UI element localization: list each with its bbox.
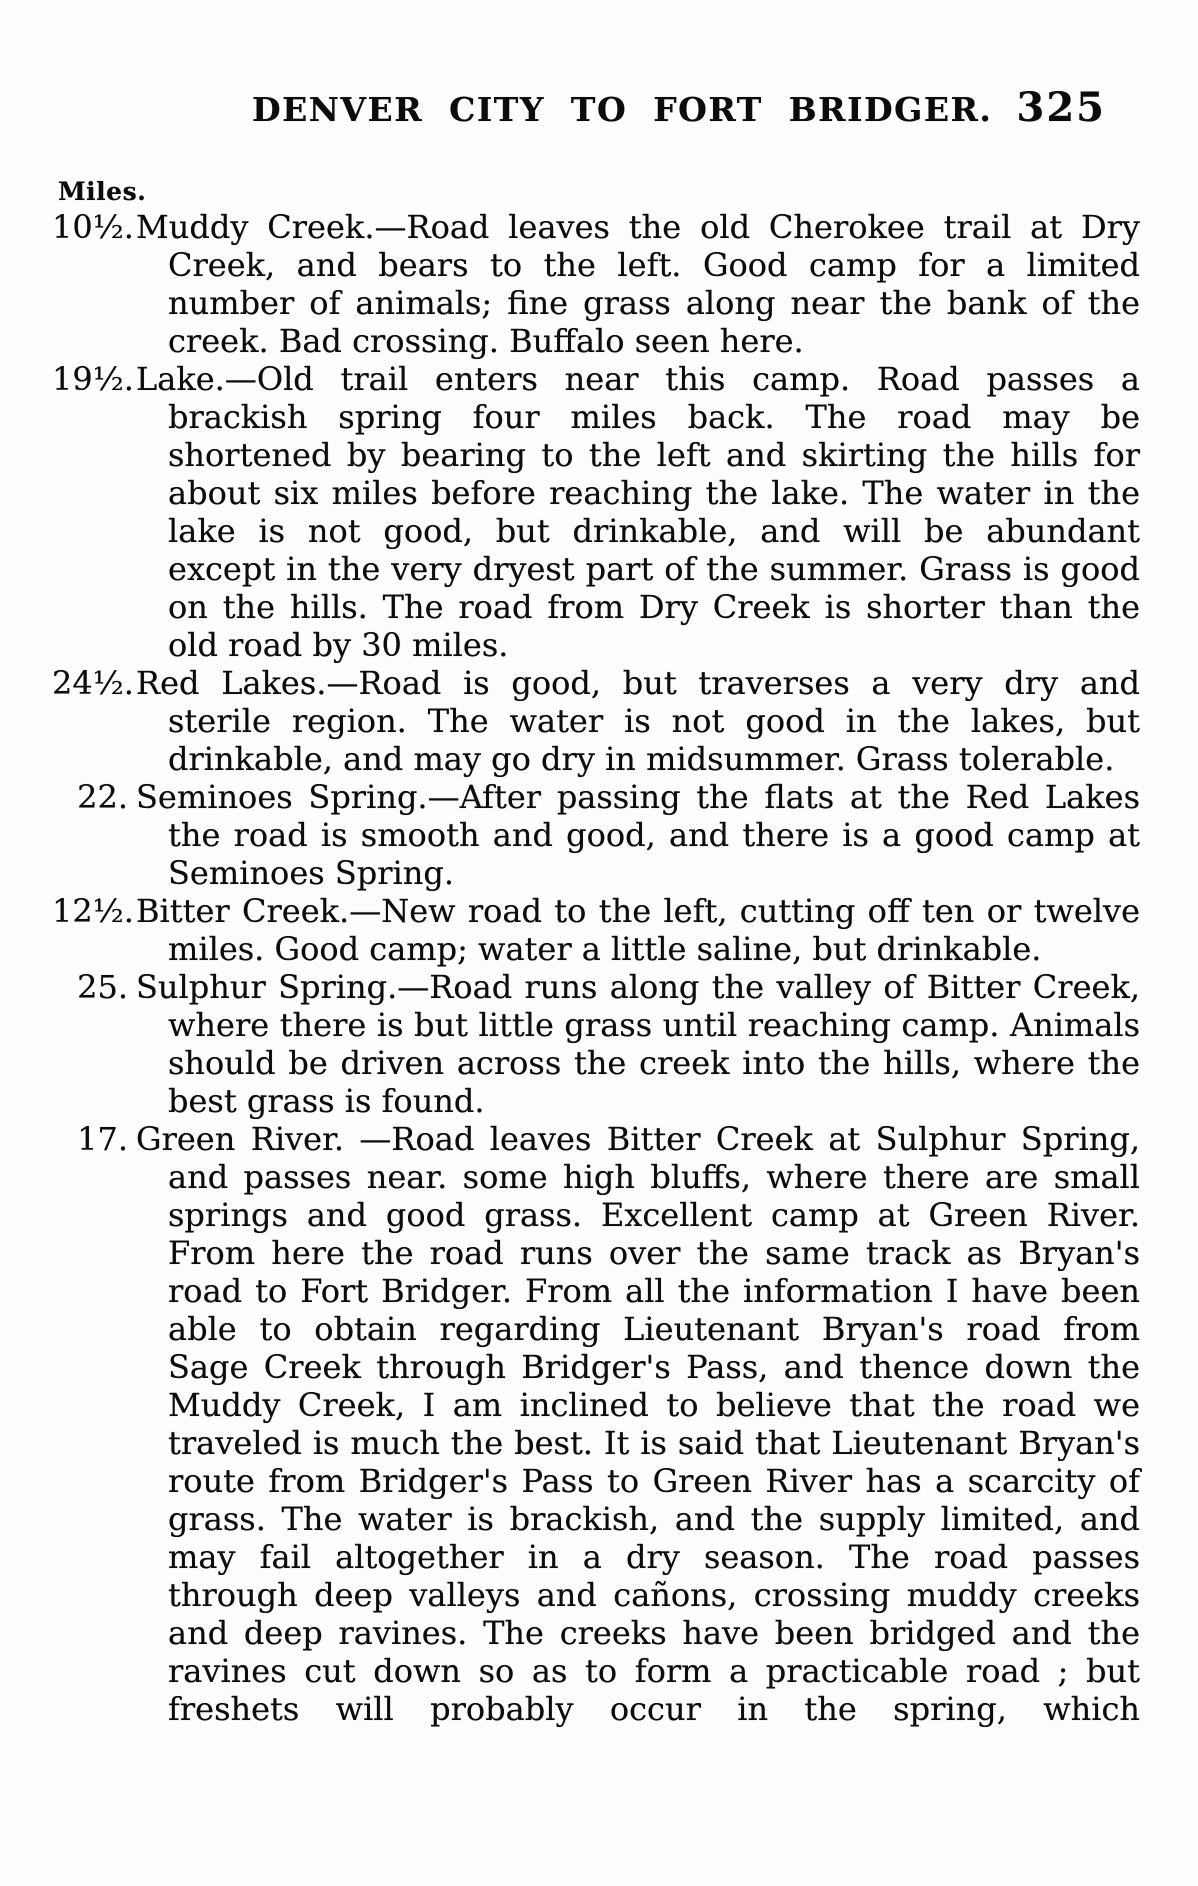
route-entry: [52, 1120, 1140, 1728]
itinerary-list: [0, 206, 1198, 1728]
entry-miles: 19½.: [52, 360, 134, 398]
entry-miles: 24½.: [52, 664, 134, 702]
entry-text: Bitter Creek.—New road to the left, cutting off ten or twelve miles. Good camp; water a little saline, but drinkable.: [136, 892, 1140, 968]
miles-column-label: Miles.: [58, 177, 147, 206]
route-entry: [52, 360, 1140, 664]
entry-miles: 10½.: [52, 208, 134, 246]
entry-miles: 12½.: [52, 892, 134, 930]
running-head: DENVER CITY TO FORT BRIDGER.: [252, 90, 993, 129]
route-entry: [52, 208, 1140, 360]
entry-text: Red Lakes.—Road is good, but traverses a very dry and sterile region. The water is not good in the lakes, but drinkable, and may go dry in midsummer. Grass tolerable.: [136, 664, 1140, 778]
entry-text: Muddy Creek.—Road leaves the old Cherokee trail at Dry Creek, and bears to the left. Good camp for a limited number of animals; fine grass along near the bank of the creek. Bad crossing. Buffalo seen here.: [136, 208, 1140, 360]
entry-text: Seminoes Spring.—After passing the flats at the Red Lakes the road is smooth and good, and there is a good camp at Seminoes Spring.: [136, 778, 1140, 892]
entry-text: Green River. —Road leaves Bitter Creek at Sulphur Spring, and passes near. some high bluffs, where there are small springs and good grass. Excellent camp at Green River. From here the road runs over the same track as Bryan's road to Fort Bridger. From all the information I have been able to obtain regarding Lieutenant Bryan's road from Sage Creek through Bridger's Pass, and thence down the Muddy Creek, I am inclined to believe that the road we traveled is much the best. It is said that Lieutenant Bryan's route from Bridger's Pass to Green River has a scarcity of grass. The water is brackish, and the supply limited, and may fail altogether in a dry season. The road passes through deep valleys and cañons, crossing muddy creeks and deep ravines. The creeks have been bridged and the ravines cut down so as to form a practicable road ; but freshets will probably occur in the spring, which: [136, 1120, 1140, 1728]
page-number: 325: [1016, 84, 1106, 131]
page-header: [0, 0, 1198, 131]
route-entry: [52, 968, 1140, 1120]
entry-miles: 17.: [77, 1120, 128, 1158]
entry-text: Lake.—Old trail enters near this camp. Road passes a brackish spring four miles back. The road may be shortened by bearing to the left and skirting the hills for about six miles before reaching the lake. The water in the lake is not good, but drinkable, and will be abundant except in the very dryest part of the summer. Grass is good on the hills. The road from Dry Creek is shorter than the old road by 30 miles.: [136, 360, 1140, 664]
entry-miles: 25.: [77, 968, 128, 1006]
route-entry: [52, 664, 1140, 778]
entry-text: Sulphur Spring.—Road runs along the valley of Bitter Creek, where there is but little grass until reaching camp. Animals should be driven across the creek into the hills, where the best grass is found.: [136, 968, 1140, 1120]
route-entry: [52, 892, 1140, 968]
route-entry: [52, 778, 1140, 892]
entry-miles: 22.: [77, 778, 128, 816]
